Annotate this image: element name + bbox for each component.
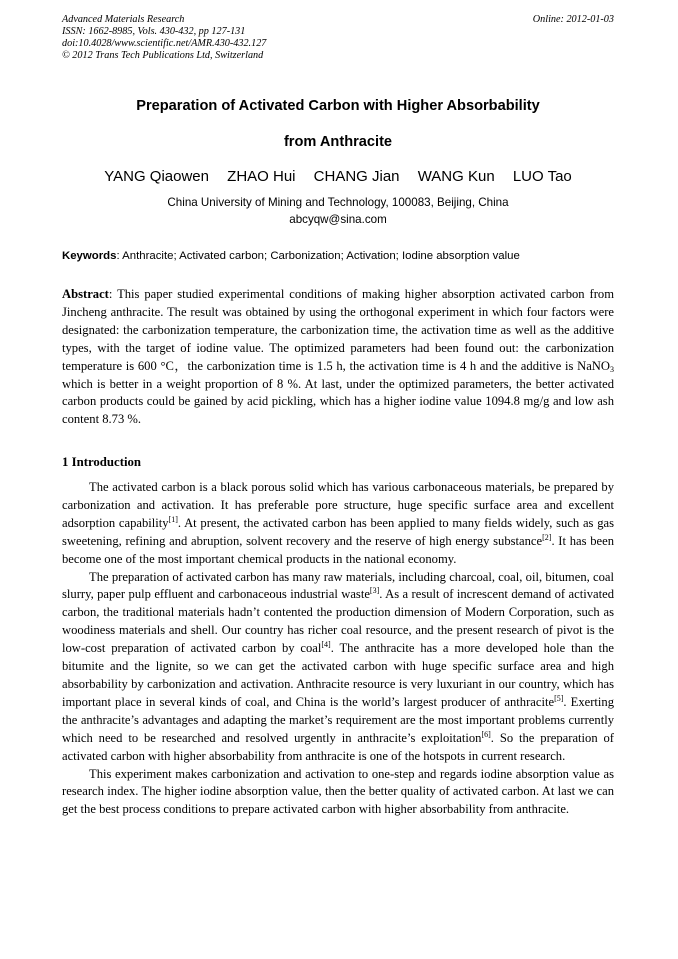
text-span: The preparation of activated carbon has many raw materials, including charcoal, coal, oil, bitumen, coal slurry, paper pulp effluent and carbonaceous industrial waste [62,569,614,602]
keywords-label: Keywords [62,250,117,262]
keywords-text: : Anthracite; Activated carbon; Carbonization; Activation; Iodine absorption value [116,250,520,262]
text-span: . It has been become one of the most important chemical products in the national economy. [62,533,614,566]
text-span: The activated carbon is a black porous solid which has various carbonaceous materials, be prepared by carbonization and activation. It has preferable pore structure, huge specific surface area and excellent adsorption capability [62,480,614,530]
section-heading: 1 Introduction [62,455,142,469]
abstract [62,286,614,429]
citation-ref[interactable]: [3] [369,586,380,596]
affiliation [62,194,614,228]
issn-line: ISSN: 1662-8985, Vols. 430-432, pp 127-131 [62,26,246,37]
paper-title [62,88,614,160]
text-span: . As a result of increscent demand of activated carbon, the traditional materials hadn’t contented the production dimension of Modern Corporation, such as woodiness materials and shell. Our country has richer coal resource, and the present research of pivot is the low-cost preparation of activated carbon by coal [62,587,614,656]
citation-ref[interactable]: [6] [481,729,491,739]
copyright-line: © 2012 Trans Tech Publications Ltd, Switzerland [62,50,264,61]
introduction-body [62,479,614,819]
intro-paragraph-3: This experiment makes carbonization and activation to one-step and regards iodine absorption value as research index. The higher iodine absorption value, then the better quality of activated carbon. At last we can get the best process conditions to prepare activated carbon with higher absorbability from anthracite. [62,766,614,817]
abstract-text: : This paper studied experimental conditions of making higher absorption activated carbon from Jincheng anthracite. The result was obtained by using the orthogonal experiment in which four factors were designated: the carbonization temperature, the carbonization time, the activation time as well as the additive types, with the target of iodine value. The optimized parameters had been found out: the carbonization temperature is 600 °C，the carbonization time is 1.5 h, the activation time is 4 h and the additive is NaNO [62,287,614,373]
citation-ref[interactable]: [4] [321,640,331,650]
author-name: LUO Tao [512,168,572,185]
title-line-2: from Anthracite [283,134,393,150]
author-name: ZHAO Hui [227,168,296,185]
text-span: . The anthracite has a more developed hole than the bitumite and the lignite, so we can get the activated carbon with huge specific surface area and high absorbability by carbonization and activation. Anthracite resource is very luxuriant in our country, which has important place in several kinds of coal, and China is the world’s largest producer of anthracite [62,641,614,709]
text-span: . Exerting the anthracite’s advantages and adapting the market’s requirement are the most important problems currently which need to be researched and resolved urgently in anthracite’s exploitation [62,694,614,745]
abstract-label: Abstract [62,287,109,301]
doi-line: doi:10.4028/www.scientific.net/AMR.430-432.127 [62,38,267,49]
text-span: . So the preparation of activated carbon with higher absorbability from anthracite is one of the hotspots in current research. [62,730,614,763]
author-name: CHANG Jian [313,168,400,185]
journal-name: Advanced Materials Research [62,14,185,25]
email-link[interactable]: abcyqw@sina.com [289,213,387,226]
abstract-text-cont: which is better in a weight proportion of 8 %. At last, under the optimized parameters, the better activated carbon products could be gained by acid pickling, which has a higher iodine value 1094.8 mg/g and low ash content 8.73 %. [62,376,614,427]
title-line-1: Preparation of Activated Carbon with Higher Absorbability [136,98,540,114]
citation-ref[interactable]: [1] [168,514,178,524]
journal-header [62,14,482,62]
intro-paragraph-1 [62,479,614,569]
intro-paragraph-2 [62,569,614,766]
keywords [62,248,614,264]
citation-ref[interactable]: [5] [554,693,564,703]
text-span: . At present, the activated carbon has been applied to many fields widely, such as gas sweetening, refining and abruption, solvent recovery and the reserve of high energy substance [62,515,614,548]
author-list [62,164,614,190]
author-name: YANG Qiaowen [104,168,209,185]
citation-ref[interactable]: [2] [542,532,552,542]
subscript: 3 [610,364,614,374]
author-name: WANG Kun [417,168,495,185]
online-date: Online: 2012-01-03 [532,14,614,25]
institution: China University of Mining and Technology, 100083, Beijing, China [167,196,509,209]
